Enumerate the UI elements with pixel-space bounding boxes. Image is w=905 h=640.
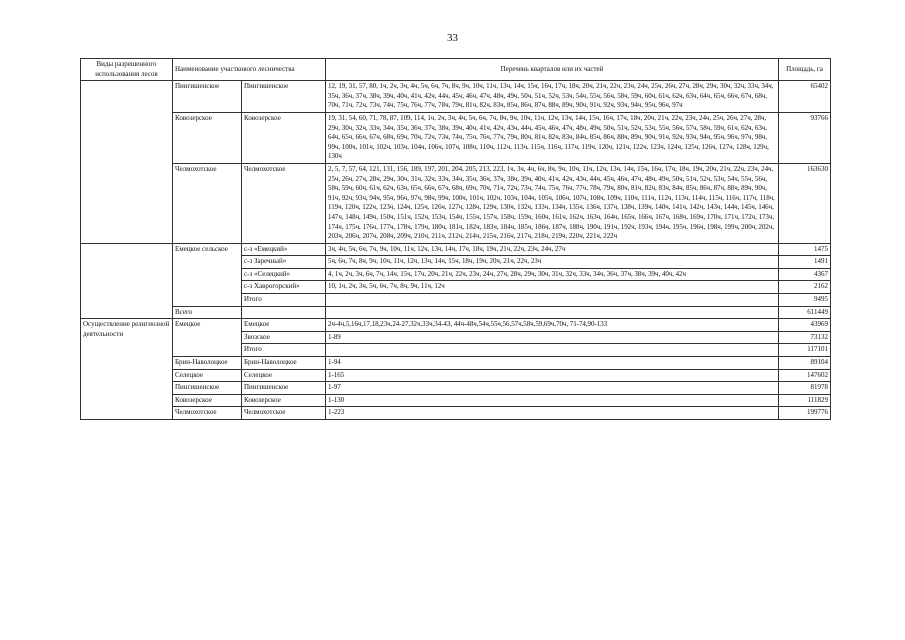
forest-use-table xyxy=(80,58,831,420)
table-row xyxy=(81,319,831,332)
table-row xyxy=(81,163,831,243)
header-forestry: Наименование участкового лесничества xyxy=(173,59,326,81)
area-cell: 147602 xyxy=(779,369,831,382)
quarters-cell: 5ч, 6ч, 7ч, 8ч, 9ч, 10ч, 11ч, 12ч, 13ч, 14ч, 15ч, 18ч, 19ч, 20ч, 21ч, 22ч, 23ч xyxy=(326,256,779,269)
forestry-cell: Брин-Наволоцкое xyxy=(173,357,242,370)
table-header-row xyxy=(81,59,831,81)
sub-forestry-cell: Ковозерское xyxy=(242,394,326,407)
area-cell: 4367 xyxy=(779,268,831,281)
area-cell: 65402 xyxy=(779,81,831,113)
area-cell: 43969 xyxy=(779,319,831,332)
table-row xyxy=(81,112,831,163)
quarters-cell xyxy=(326,344,779,357)
sub-forestry-cell: Емецкое xyxy=(242,319,326,332)
quarters-cell: 2ч-4ч,5,16ч,17,18,23ч,24-27,32ч,33ч,34-43, 44ч-48ч,54ч,55ч,56,57ч,58ч,59,69ч,70ч, 71-74,90-133 xyxy=(326,319,779,332)
forestry-cell: Емецкое xyxy=(173,319,242,357)
quarters-cell: 1-94 xyxy=(326,357,779,370)
subtotal-label: Итого xyxy=(242,344,326,357)
use-type-cell xyxy=(81,81,173,244)
forestry-cell: Ковозерское xyxy=(173,394,242,407)
sub-forestry-cell: Челмохотское xyxy=(242,407,326,420)
total-row xyxy=(81,306,831,319)
area-cell: 73132 xyxy=(779,331,831,344)
forestry-cell: Пингишенское xyxy=(173,382,242,395)
area-cell: 163630 xyxy=(779,163,831,243)
sub-forestry-cell: Селецкое xyxy=(242,369,326,382)
sub-forestry-cell: с-з Заречный» xyxy=(242,256,326,269)
table-row xyxy=(81,369,831,382)
area-cell: 1491 xyxy=(779,256,831,269)
total-area: 611449 xyxy=(779,306,831,319)
table-row xyxy=(81,243,831,256)
quarters-cell xyxy=(326,306,779,319)
area-cell: 2162 xyxy=(779,281,831,294)
table-row xyxy=(81,382,831,395)
forestry-cell: Пингишенское xyxy=(173,81,242,113)
quarters-cell: 4, 1ч, 2ч, 3ч, 6ч, 7ч, 14ч, 15ч, 17ч, 20ч, 21ч, 22ч, 23ч, 24ч, 27ч, 28ч, 29ч, 30ч, 31ч, 32ч, 33ч, 34ч, 36ч, 37ч, 38ч, 39ч, 40ч, 42ч xyxy=(326,268,779,281)
quarters-cell: 1-165 xyxy=(326,369,779,382)
table-row xyxy=(81,357,831,370)
sub-forestry-cell: Челмохотское xyxy=(242,163,326,243)
header-quarters: Перечень кварталов или их частей xyxy=(326,59,779,81)
forestry-cell: Челмохотское xyxy=(173,407,242,420)
use-type-cell xyxy=(81,243,173,319)
page-number: 33 xyxy=(447,32,458,44)
sub-forestry-cell xyxy=(242,306,326,319)
quarters-cell xyxy=(326,294,779,307)
sub-forestry-cell: с-з «Селецкий» xyxy=(242,268,326,281)
sub-forestry-cell: с-з «Емецкий» xyxy=(242,243,326,256)
header-area: Площадь, га xyxy=(779,59,831,81)
table-row xyxy=(81,81,831,113)
table-row xyxy=(81,394,831,407)
quarters-cell: 12, 19, 31, 57, 80, 1ч, 2ч, 3ч, 4ч, 5ч, 6ч, 7ч, 8ч, 9ч, 10ч, 11ч, 13ч, 14ч, 15ч, 16ч, 17ч, 18ч, 20ч, 21ч, 22ч, 23ч, 24ч, 25ч, 26ч, 27ч, 28ч, 29ч, 30ч, 32ч, 33ч, 34ч, 35ч, 36ч, 37ч, 38ч, 39ч, 40ч, 41ч, 42ч, 44ч, 45ч, 46ч, 47ч, 48ч, 49ч, 50ч, 51ч, 52ч, 53ч, 54ч, 55ч, 56ч, 58ч, 59ч, 60ч, 61ч, 62ч, 63ч, 64ч, 65ч, 66ч, 67ч, 68ч, 70ч, 71ч, 72ч, 73ч, 74ч, 75ч, 76ч, 77ч, 78ч, 79ч, 81ч, 82ч, 83ч, 85ч, 86ч, 87ч, 88ч, 89ч, 90ч, 91ч, 92ч, 93ч, 94ч, 95ч, 96ч, 97ч xyxy=(326,81,779,113)
sub-forestry-cell: Брин-Наволоцкое xyxy=(242,357,326,370)
sub-forestry-cell: Ковозерское xyxy=(242,112,326,163)
sub-forestry-cell: Пингишенское xyxy=(242,81,326,113)
forestry-cell: Емецкое сельское xyxy=(173,243,242,306)
forestry-cell: Челмохотское xyxy=(173,163,242,243)
forestry-cell: Селецкое xyxy=(173,369,242,382)
area-cell: 199776 xyxy=(779,407,831,420)
quarters-cell: 10, 1ч, 2ч, 3ч, 5ч, 6ч, 7ч, 8ч, 9ч, 11ч, 12ч xyxy=(326,281,779,294)
sub-forestry-cell: с-з Хаврогорский» xyxy=(242,281,326,294)
quarters-cell: 2, 5, 7, 57, 64, 121, 131, 156, 189, 197, 201, 204, 205, 213, 223, 1ч, 3ч, 4ч, 6ч, 8ч, 9ч, 10ч, 11ч, 12ч, 13ч, 14ч, 15ч, 16ч, 17ч, 18ч, 19ч, 20ч, 21ч, 22ч, 23ч, 24ч, 25ч, 26ч, 27ч, 28ч, 29ч, 30ч, 31ч, 32ч, 33ч, 34ч, 35ч, 36ч, 37ч, 38ч, 39ч, 40ч, 41ч, 42ч, 43ч, 44ч, 45ч, 46ч, 47ч, 48ч, 49ч, 50ч, 51ч, 52ч, 53ч, 54ч, 55ч, 56ч, 58ч, 59ч, 60ч, 61ч, 62ч, 63ч, 65ч, 66ч, 67ч, 68ч, 69ч, 70ч, 71ч, 72ч, 73ч, 74ч, 75ч, 76ч, 77ч, 78ч, 79ч, 80ч, 81ч, 82ч, 83ч, 84ч, 85ч, 86ч, 87ч, 88ч, 89ч, 90ч, 91ч, 92ч, 93ч, 94ч, 95ч, 96ч, 97ч, 98ч, 99ч, 100ч, 101ч, 102ч, 103ч, 104ч, 105ч, 106ч, 107ч, 108ч, 109ч, 110ч, 111ч, 112ч, 113ч, 114ч, 115ч, 116ч, 117ч, 118ч, 119ч, 120ч, 122ч, 123ч, 124ч, 125ч, 126ч, 127ч, 128ч, 129ч, 130ч, 132ч, 133ч, 134ч, 135ч, 136ч, 137ч, 138ч, 139ч, 140ч, 141ч, 142ч, 143ч, 144ч, 145ч, 146ч, 147ч, 148ч, 149ч, 150ч, 151ч, 152ч, 153ч, 154ч, 155ч, 157ч, 158ч, 159ч, 160ч, 161ч, 162ч, 163ч, 164ч, 165ч, 166ч, 167ч, 168ч, 169ч, 170ч, 171ч, 172ч, 173ч, 174ч, 175ч, 176ч, 177ч, 178ч, 179ч, 180ч, 181ч, 182ч, 183ч, 184ч, 185ч, 186ч, 187ч, 188ч, 190ч, 191ч, 192ч, 193ч, 194ч, 195ч, 196ч, 198ч, 199ч, 200ч, 202ч, 203ч, 206ч, 207ч, 208ч, 209ч, 210ч, 211ч, 212ч, 214ч, 215ч, 216ч, 217ч, 218ч, 219ч, 220ч, 221ч, 222ч xyxy=(326,163,779,243)
subtotal-label: Итого xyxy=(242,294,326,307)
forestry-cell: Ковозерское xyxy=(173,112,242,163)
quarters-cell: 3ч, 4ч, 5ч, 6ч, 7ч, 9ч, 10ч, 11ч, 12ч, 13ч, 14ч, 17ч, 18ч, 19ч, 21ч, 22ч, 23ч, 24ч, 27ч xyxy=(326,243,779,256)
area-cell: 111829 xyxy=(779,394,831,407)
quarters-cell: 1-130 xyxy=(326,394,779,407)
subtotal-area: 117101 xyxy=(779,344,831,357)
quarters-cell: 19, 31, 54, 60, 71, 78, 87, 109, 114, 1ч, 2ч, 3ч, 4ч, 5ч, 6ч, 7ч, 8ч, 9ч, 10ч, 11ч, 12ч, 13ч, 14ч, 15ч, 16ч, 17ч, 18ч, 20ч, 21ч, 22ч, 23ч, 24ч, 25ч, 26ч, 27ч, 28ч, 29ч, 30ч, 32ч, 33ч, 34ч, 35ч, 36ч, 37ч, 38ч, 39ч, 40ч, 41ч, 42ч, 43ч, 44ч, 45ч, 46ч, 47ч, 48ч, 49ч, 50ч, 51ч, 52ч, 53ч, 55ч, 56ч, 57ч, 58ч, 59ч, 61ч, 62ч, 63ч, 64ч, 65ч, 66ч, 67ч, 68ч, 69ч, 70ч, 72ч, 73ч, 74ч, 75ч, 76ч, 77ч, 79ч, 80ч, 81ч, 82ч, 83ч, 84ч, 85ч, 86ч, 88ч, 89ч, 90ч, 91ч, 92ч, 93ч, 94ч, 95ч, 96ч, 97ч, 98ч, 99ч, 100ч, 101ч, 102ч, 103ч, 104ч, 106ч, 107ч, 108ч, 110ч, 112ч, 113ч, 115ч, 116ч, 117ч, 119ч, 120ч, 121ч, 122ч, 123ч, 124ч, 125ч, 126ч, 127ч, 128ч, 129ч, 130ч xyxy=(326,112,779,163)
sub-forestry-cell: Звозское xyxy=(242,331,326,344)
use-type-cell: Осуществление религиозной деятельности xyxy=(81,319,173,420)
header-use-type: Виды разрешенного использования лесов xyxy=(81,59,173,81)
quarters-cell: 1-97 xyxy=(326,382,779,395)
area-cell: 81978 xyxy=(779,382,831,395)
subtotal-area: 9495 xyxy=(779,294,831,307)
area-cell: 89104 xyxy=(779,357,831,370)
total-label: Всего xyxy=(173,306,242,319)
area-cell: 93766 xyxy=(779,112,831,163)
area-cell: 1475 xyxy=(779,243,831,256)
sub-forestry-cell: Пингишенское xyxy=(242,382,326,395)
table-row xyxy=(81,407,831,420)
quarters-cell: 1-223 xyxy=(326,407,779,420)
quarters-cell: 1-89 xyxy=(326,331,779,344)
